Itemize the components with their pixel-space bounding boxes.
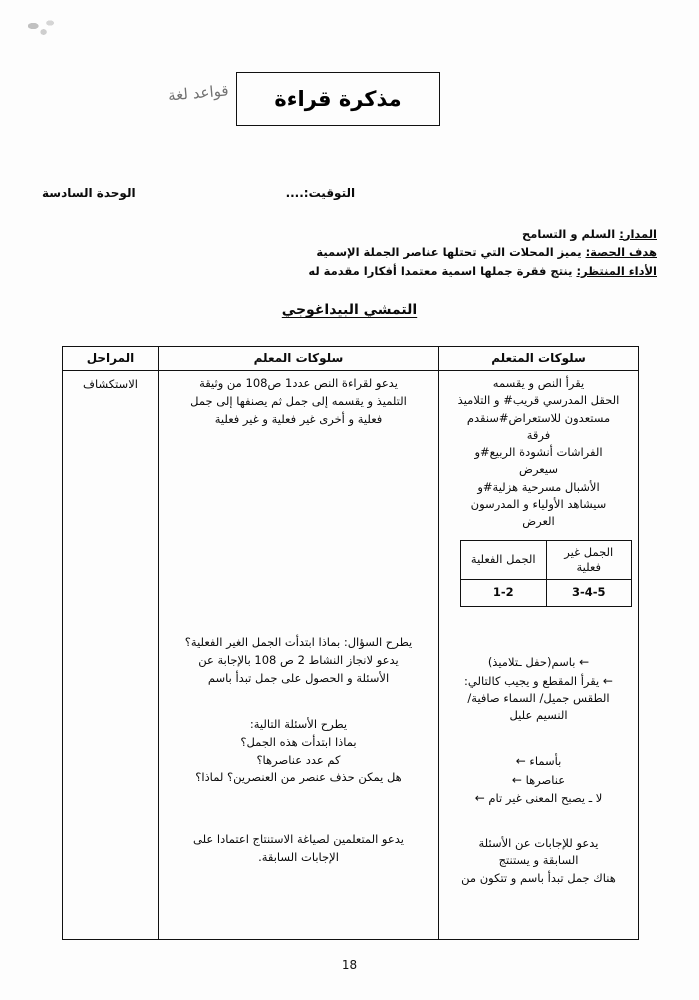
learner-line: الأشبال مسرحية هزلية#و	[477, 479, 600, 494]
spacer	[445, 724, 632, 752]
learner-line: الحقل المدرسي قريب# و التلاميذ	[457, 393, 620, 408]
arrow-icon: ←	[511, 772, 522, 787]
mini-val-verbal: 1-2	[461, 580, 547, 607]
teacher-line: الإجابات السابقة.	[258, 849, 339, 864]
teacher-line: فعلية و أخرى غير فعلية و غير فعلية	[214, 411, 383, 426]
learner-block-3	[445, 835, 632, 887]
teacher-line: الأسئلة و الحصول على جمل تبدأ باسم	[207, 671, 390, 686]
learner-line: الطقس جميل/ السماء صافية/	[467, 690, 610, 705]
learner-line: عناصرها	[525, 772, 566, 787]
lesson-objectives	[42, 225, 657, 281]
learner-behaviours-cell	[439, 371, 639, 940]
spacer	[445, 607, 632, 653]
column-header-teacher: سلوكات المعلم	[159, 347, 439, 371]
spacer	[445, 807, 632, 835]
teacher-line: التلميذ و يقسمه إلى جمل ثم يصنفها إلى جمل	[190, 393, 407, 408]
stage-cell	[63, 371, 159, 940]
learner-line: باسم(حفل ـتلاميذ)	[487, 655, 576, 670]
learner-line: لا ـ يصبح المعنى غير تام	[488, 790, 603, 805]
expected-line	[42, 262, 657, 281]
expected-value: ينتج فقرة جملها اسمية معتمدا أفكارا مقدمة له	[308, 263, 573, 278]
objective-line	[42, 243, 657, 262]
learner-line: يقرأ النص و يقسمه	[492, 376, 585, 390]
learner-answer-line	[445, 653, 632, 671]
handwritten-annotation: قواعد لغة	[167, 81, 230, 105]
title-area	[0, 72, 699, 128]
learner-line: العرض	[522, 514, 555, 528]
teacher-line: يدعو لانجاز النشاط 2 ص 108 بالإجابة عن	[198, 653, 399, 668]
teacher-paragraph-4	[165, 831, 432, 867]
learner-line: يدعو للإجابات عن الأسئلة	[478, 836, 599, 850]
arrow-icon: ←	[474, 790, 485, 805]
section-heading: التمشي البيداغوجي	[281, 302, 418, 318]
teacher-paragraph-2	[165, 634, 432, 687]
spacer	[165, 787, 432, 831]
stage-value: الاستكشاف	[83, 377, 138, 391]
learner-line: سيشاهد الأولياء و المدرسون	[470, 496, 607, 511]
header-meta-row	[42, 184, 657, 203]
spacer	[165, 688, 432, 716]
mini-header-row	[461, 541, 632, 580]
arrow-icon: ←	[579, 655, 590, 670]
objective-label: هدف الحصة:	[585, 245, 657, 260]
learner-block-1	[445, 375, 632, 530]
page-number: 18	[341, 958, 358, 972]
learner-line: النسيم عليل	[509, 708, 568, 722]
teacher-line: كم عدد عناصرها؟	[256, 752, 341, 767]
header-meta	[42, 184, 657, 280]
learner-answer-line	[445, 771, 632, 789]
learner-block-2	[445, 653, 632, 724]
teacher-line: يطرح الأسئلة التالية:	[249, 716, 348, 731]
pedagogy-table	[62, 346, 639, 940]
teacher-line: هل يمكن حذف عنصر من العنصرين؟ لماذا؟	[195, 770, 402, 785]
mini-val-nonverbal: 3-4-5	[546, 580, 632, 607]
teacher-line: يدعو لقراءة النص عدد1 ص108 من وثيقة	[199, 376, 398, 390]
teacher-line: يدعو المتعلمين لصياغة الاستنتاج اعتمادا على	[193, 832, 404, 847]
learner-line: مستعدون للاستعراض#سنقدم	[466, 410, 611, 425]
arrow-icon: ←	[515, 754, 526, 769]
learner-answer-line	[445, 672, 632, 690]
learner-line: فرقة	[526, 427, 551, 442]
teacher-paragraph-1	[165, 375, 432, 428]
orbit-value: السلم و التسامح	[521, 226, 616, 241]
learner-line: الفراشات أنشودة الربيع#و	[474, 445, 603, 459]
teacher-line: يطرح السؤال: بماذا ابتدأت الجمل الغير الفعلية؟	[184, 635, 413, 650]
learner-line: سيعرض	[519, 462, 558, 477]
timing-label: التوقيت:....	[285, 186, 356, 200]
learner-line: بأسماء	[529, 754, 562, 769]
title-box	[236, 72, 440, 126]
sentence-classification-table	[460, 540, 632, 607]
orbit-line	[42, 225, 657, 244]
column-header-stage: المراحل	[63, 347, 159, 371]
teacher-line: بماذا ابتدأت هذه الجمل؟	[240, 734, 357, 749]
mini-col-verbal: الجمل الفعلية	[461, 541, 547, 580]
learner-answers	[445, 752, 632, 807]
objective-value: يميز المحلات التي تحتلها عناصر الجملة الإسمية	[316, 245, 582, 260]
document-title: مذكرة قراءة	[274, 87, 402, 111]
learner-line: هناك جمل تبدأ باسم و تتكون من	[461, 870, 616, 885]
expected-label: الأداء المنتظر:	[576, 263, 657, 278]
spacer	[165, 428, 432, 634]
scan-artifact	[28, 18, 54, 38]
teacher-paragraph-3	[165, 716, 432, 787]
learner-answer-line	[445, 752, 632, 770]
column-header-learner: سلوكات المتعلم	[439, 347, 639, 371]
arrow-icon: ←	[602, 673, 613, 688]
unit-label: الوحدة السادسة	[42, 186, 136, 200]
table-header-row	[63, 347, 639, 371]
mini-value-row	[461, 580, 632, 607]
learner-line: يقرأ المقطع و يجيب كالتالي:	[464, 673, 600, 688]
learner-answer-line	[445, 789, 632, 807]
teacher-behaviours-cell	[159, 371, 439, 940]
table-row	[63, 371, 639, 940]
learner-line: السابقة و يستنتج	[498, 853, 579, 868]
orbit-label: المدار:	[619, 226, 657, 241]
mini-col-nonverbal: الجمل غير فعلية	[546, 541, 632, 580]
